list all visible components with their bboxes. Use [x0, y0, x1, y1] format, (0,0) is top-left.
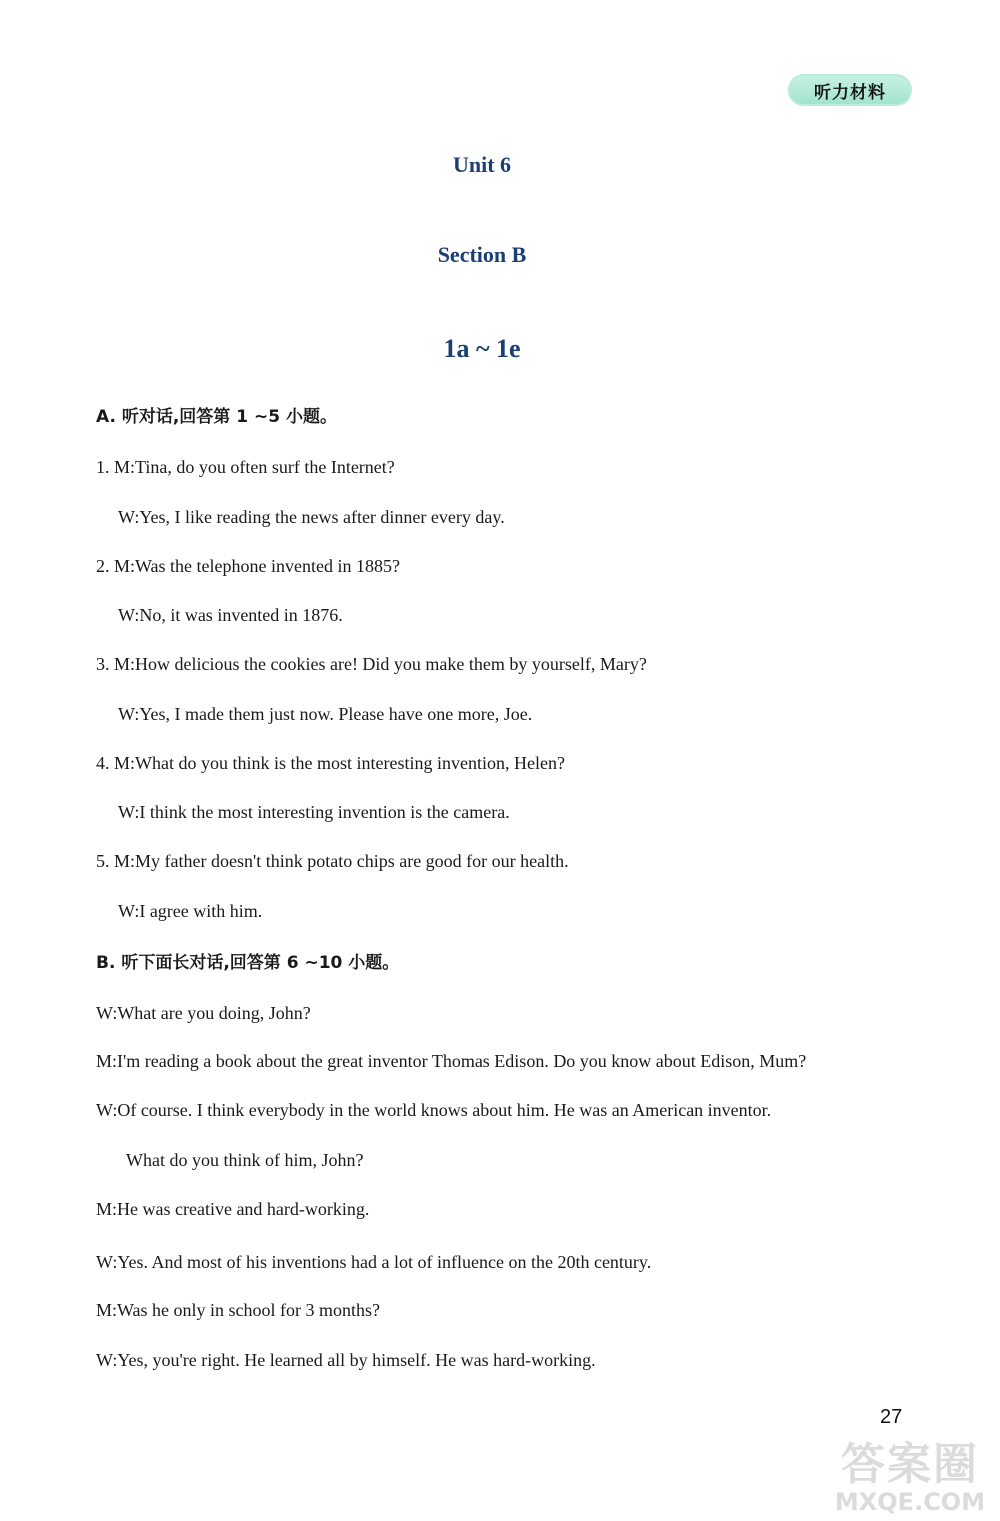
watermark-logo: 答案圈	[841, 1439, 979, 1490]
dialogue-line: W:Yes, I made them just now. Please have one more, Joe.	[118, 704, 533, 724]
watermark-url: MXQE.COM	[834, 1488, 986, 1516]
range-heading: 1a ~ 1e	[443, 334, 521, 363]
dialogue-line: 5. M:My father doesn't think potato chips are good for our health.	[96, 851, 569, 871]
part-a-title: A. 听对话,回答第 1 ~5 小题。	[96, 407, 337, 427]
dialogue-line: What do you think of him, John?	[126, 1150, 364, 1170]
unit-heading: Unit 6	[452, 152, 512, 177]
dialogue-line: W:What are you doing, John?	[96, 1003, 311, 1023]
dialogue-line: M:He was creative and hard-working.	[96, 1199, 370, 1219]
page-number: 27	[880, 1406, 903, 1428]
dialogue-line: W:Yes, you're right. He learned all by himself. He was hard-working.	[96, 1350, 596, 1370]
dialogue-line: W:No, it was invented in 1876.	[118, 605, 343, 625]
dialogue-line: W:Of course. I think everybody in the world knows about him. He was an American inventor.	[96, 1100, 772, 1120]
dialogue-line: 1. M:Tina, do you often surf the Internet?	[96, 457, 395, 477]
dialogue-line: W:Yes, I like reading the news after dinner every day.	[118, 507, 505, 527]
part-b-title: B. 听下面长对话,回答第 6 ~10 小题。	[96, 953, 400, 973]
dialogue-line: W:I think the most interesting invention is the camera.	[118, 802, 510, 822]
watermark	[820, 1430, 1000, 1521]
dialogue-line: M:I'm reading a book about the great inventor Thomas Edison. Do you know about Edison, Mum?	[96, 1051, 807, 1071]
dialogue-line: 4. M:What do you think is the most interesting invention, Helen?	[96, 753, 565, 773]
dialogue-line: M:Was he only in school for 3 months?	[96, 1300, 381, 1320]
dialogue-line: 3. M:How delicious the cookies are! Did you make them by yourself, Mary?	[96, 654, 647, 674]
dialogue-line: W:I agree with him.	[118, 901, 263, 921]
section-heading: Section B	[437, 242, 527, 267]
dialogue-line: 2. M:Was the telephone invented in 1885?	[96, 556, 400, 576]
dialogue-line: W:Yes. And most of his inventions had a lot of influence on the 20th century.	[96, 1252, 652, 1272]
listening-material-badge: 听力材料	[788, 74, 912, 106]
